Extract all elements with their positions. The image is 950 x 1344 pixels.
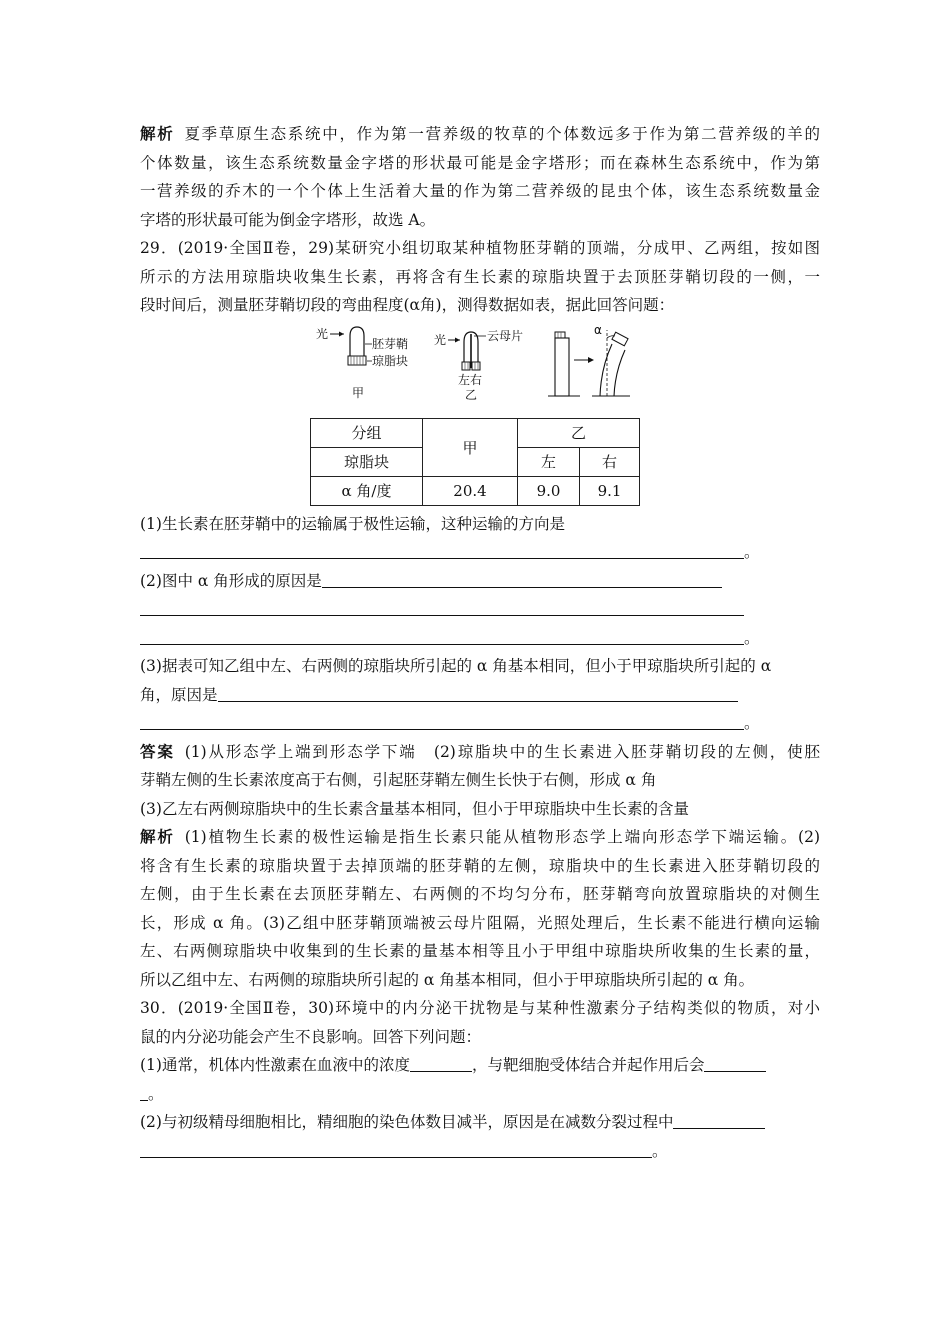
- answer29-line-2: 芽鞘左侧的生长素浓度高于右侧，引起胚芽鞘左侧生长快于右侧，形成 α 角: [140, 771, 657, 789]
- bent-segment-left: [600, 344, 612, 396]
- answer-blank[interactable]: [140, 626, 744, 645]
- analysis1-line-2: 个体数量，该生态系统数量金字塔的形状最可能是金字塔形；而在森林生态系统中，作为第: [140, 153, 820, 172]
- q29-sub2-line: [140, 567, 820, 596]
- answer-29-block: [140, 738, 820, 824]
- answer-blank[interactable]: [140, 1139, 652, 1158]
- analysis29-line-6: 所以乙组中左、右两侧的琼脂块所引起的 α 角基本相同，但小于甲琼脂块所引起的 α 角。: [140, 970, 755, 989]
- agar-block-right: [472, 362, 480, 370]
- bent-segment-right: [614, 350, 625, 396]
- q30-sub1-continuation: 。: [140, 1080, 820, 1109]
- coleoptile-tip-a: [350, 327, 364, 356]
- table-cell-right: 9.1: [580, 476, 640, 505]
- analysis1-line-1: 解析 夏季草原生态系统中，作为第一营养级的牧草的个体数远多于作为第二营养级的羊的: [140, 124, 820, 143]
- data-table: [310, 418, 640, 506]
- analysis29-line-1: 解析 (1)植物生长素的极性运输是指生长素只能从植物形态学上端向形态学下端运输。(2): [140, 827, 820, 846]
- q30-sub2-line: (2)与初级精母细胞相比，精细胞的染色体数目减半，原因是在减数分裂过程中: [140, 1108, 820, 1137]
- analysis-label: 解析: [140, 124, 175, 143]
- agar-on-segment: [555, 332, 565, 338]
- answer-blank[interactable]: [673, 1110, 765, 1129]
- answer29-line-1: 答案 (1)从形态学上端到形态学下端 (2)琼脂块中的生长素进入胚芽鞘切段的左侧，使胚: [140, 741, 820, 761]
- q29-sub3-answer-line: 。: [140, 709, 820, 738]
- answer-blank[interactable]: [140, 540, 744, 559]
- analysis1-line-3: 一营养级的乔木的一个个体上生活着大量的作为第二营养级的昆虫个体，该生态系统数量金: [140, 182, 820, 200]
- q29-sub2: (2)图中 α 角形成的原因是: [140, 571, 322, 590]
- analysis29-line-2: 将含有生长素的琼脂块置于去掉顶端的胚芽鞘的左侧，琼脂块中的生长素进入胚芽鞘切段的: [140, 856, 820, 875]
- q29-sub2-answer-line-3: 。: [140, 624, 820, 653]
- table-header-agar: 琼脂块: [311, 447, 423, 476]
- analysis-label: 解析: [140, 827, 175, 846]
- answer-blank[interactable]: [704, 1053, 766, 1072]
- q29-stem-line-3: 段时间后，测量胚芽鞘切段的弯曲程度(α角)，测得数据如表，据此回答问题：: [140, 296, 675, 314]
- answer-blank[interactable]: [322, 569, 722, 588]
- table-header-left: 左: [518, 447, 580, 476]
- analysis-block-1: [140, 120, 820, 234]
- agar-on-bent: [612, 332, 628, 346]
- answer-blank[interactable]: [140, 711, 744, 730]
- answer-blank[interactable]: [218, 683, 738, 702]
- analysis1-line-4: 字塔的形状最可能为倒金字塔形，故选 A。: [140, 210, 436, 229]
- q29-sub3-line-1: (3)据表可知乙组中左、右两侧的琼脂块所引起的 α 角基本相同，但小于甲琼脂块所引起的 α: [140, 657, 772, 675]
- table-header-right: 右: [580, 447, 640, 476]
- answer-blank[interactable]: [410, 1053, 472, 1072]
- fig-group-b-label: 乙: [465, 387, 478, 402]
- q29-sub3-line-2: 角，原因是: [140, 681, 820, 710]
- answer29-line-3: (3)乙左右两侧琼脂块中的生长素含量基本相同，但小于甲琼脂块中生长素的含量: [140, 799, 689, 818]
- table-header-group: 分组: [311, 418, 423, 447]
- answer-blank[interactable]: [140, 1082, 148, 1101]
- agar-block-left: [462, 362, 470, 370]
- table-row-label: α 角/度: [311, 476, 423, 505]
- q30-sub1-line: (1)通常，机体内性激素在血液中的浓度 ，与靶细胞受体结合并起作用后会: [140, 1051, 820, 1080]
- decapitated-segment: [555, 338, 569, 396]
- analysis29-line-3: 左侧，由于生长素在去顶胚芽鞘左、右两侧的不均匀分布，胚芽鞘弯向放置琼脂块的对侧生: [140, 885, 820, 903]
- fig-light-label-b: 光: [434, 332, 447, 347]
- q30-stem-line-1: 30．(2019·全国Ⅱ卷，30)环境中的内分泌干扰物是与某种性激素分子结构类似的物质，对小: [140, 999, 820, 1017]
- fig-left-right-label: 左右: [458, 372, 483, 387]
- table-header-b: 乙: [518, 418, 640, 447]
- fig-alpha-label: α: [594, 322, 602, 337]
- light-arrow-head-a: [339, 331, 344, 336]
- analysis-29-block: [140, 823, 820, 994]
- question-30: [140, 994, 820, 1165]
- q29-sub1: (1)生长素在胚芽鞘中的运输属于极性运输，这种运输的方向是: [140, 514, 565, 533]
- fig-mica-label: 云母片: [487, 328, 524, 343]
- q29-stem-line-2: 所示的方法用琼脂块收集生长素，再将含有生长素的琼脂块置于去顶胚芽鞘切段的一侧，一: [140, 267, 820, 286]
- table-header-a: 甲: [423, 418, 518, 476]
- table-cell-a: 20.4: [423, 476, 518, 505]
- experiment-figure: [140, 322, 820, 418]
- light-arrow-head-b: [455, 337, 460, 342]
- fig-light-label-a: 光: [316, 326, 329, 341]
- analysis29-line-4: 长，形成 α 角。(3)乙组中胚芽鞘顶端被云母片阻隔，光照处理后，生长素不能进行横向运输: [140, 913, 820, 932]
- answer-label: 答案: [140, 741, 175, 761]
- q29-sub1-answer-line: 。: [140, 538, 820, 567]
- q30-sub2-answer-line: 。: [140, 1137, 820, 1166]
- fig-agar-label: 琼脂块: [372, 353, 409, 368]
- q29-sub2-answer-line-2: [140, 595, 820, 624]
- question-29: [140, 234, 820, 738]
- fig-group-a-label: 甲: [352, 385, 365, 400]
- fig-coleoptile-label: 胚芽鞘: [372, 336, 409, 351]
- experiment-diagram: [312, 322, 642, 418]
- table-cell-left: 9.0: [518, 476, 580, 505]
- q29-stem-line-1: 29．(2019·全国Ⅱ卷，29)某研究小组切取某种植物胚芽鞘的顶端，分成甲、乙两组，按如图: [140, 239, 820, 257]
- analysis29-line-5: 左、右两侧琼脂块中收集到的生长素的量基本相等且小于甲组中琼脂块所收集的生长素的量，: [140, 942, 820, 960]
- answer-blank[interactable]: [140, 597, 744, 616]
- q30-stem-line-2: 鼠的内分泌功能会产生不良影响。回答下列问题：: [140, 1027, 482, 1046]
- document-page: [140, 120, 820, 1165]
